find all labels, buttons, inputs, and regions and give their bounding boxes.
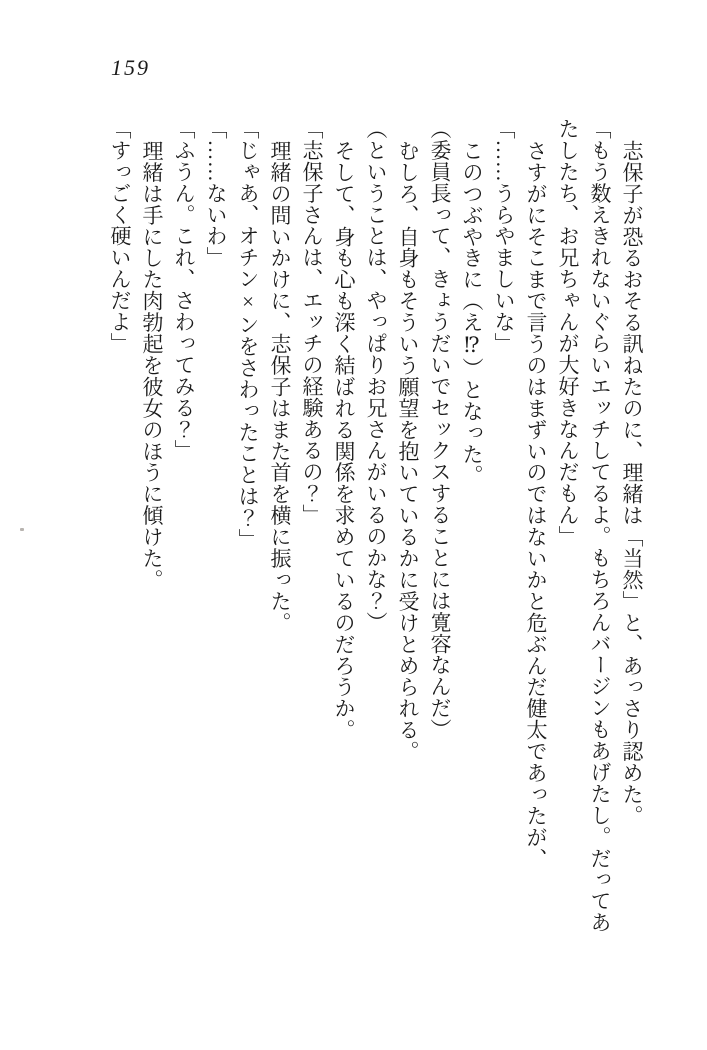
text-line: 志保子が恐るおそる訊ねたのに、理緒は「当然」と、あっさり認めた。	[620, 139, 644, 826]
text-line: 「もう数えきれないぐらいエッチしてるよ。もちろんバージンもあげたし。だってあ	[588, 118, 612, 934]
text-line: 理緒の問いかけに、志保子はまた首を横に振った。	[268, 139, 292, 633]
text-line: 「じゃあ、オチン×ンをさわったことは？」	[236, 118, 260, 550]
text-line: さすがにそこまで言うのはまずいのではないかと危ぶんだ健太であったが、	[524, 139, 548, 869]
text-line: むしろ、自身もそういう願望を抱いているかに受けとめられる。	[396, 139, 420, 762]
text-line: 「……ないわ」	[204, 118, 228, 269]
text-line: （ということは、やっぱりお兄さんがいるのかな？）	[364, 118, 388, 633]
page-number: 159	[111, 55, 150, 80]
text-line: 「すっごく硬いんだよ」	[108, 118, 132, 354]
text-line: 理緒は手にした肉勃起を彼女のほうに傾けた。	[140, 139, 164, 590]
text-line: 「……うらやましいな」	[492, 118, 516, 354]
text-line: （委員長って、きょうだいでセックスすることには寛容なんだ）	[428, 118, 452, 741]
text-line: 「ふうん。これ、さわってみる？」	[172, 118, 196, 462]
scan-speck	[20, 528, 24, 531]
page-text	[104, 118, 648, 940]
text-line: たしたち、お兄ちゃんが大好きなんだもん」	[556, 118, 580, 547]
text-line: このつぶやきに（え⁉）となった。	[460, 139, 484, 486]
text-line: 「志保子さんは、エッチの経験あるの？」	[300, 118, 324, 526]
text-line: そして、身も心も深く結ばれる関係を求めているのだろうか。	[332, 139, 356, 741]
